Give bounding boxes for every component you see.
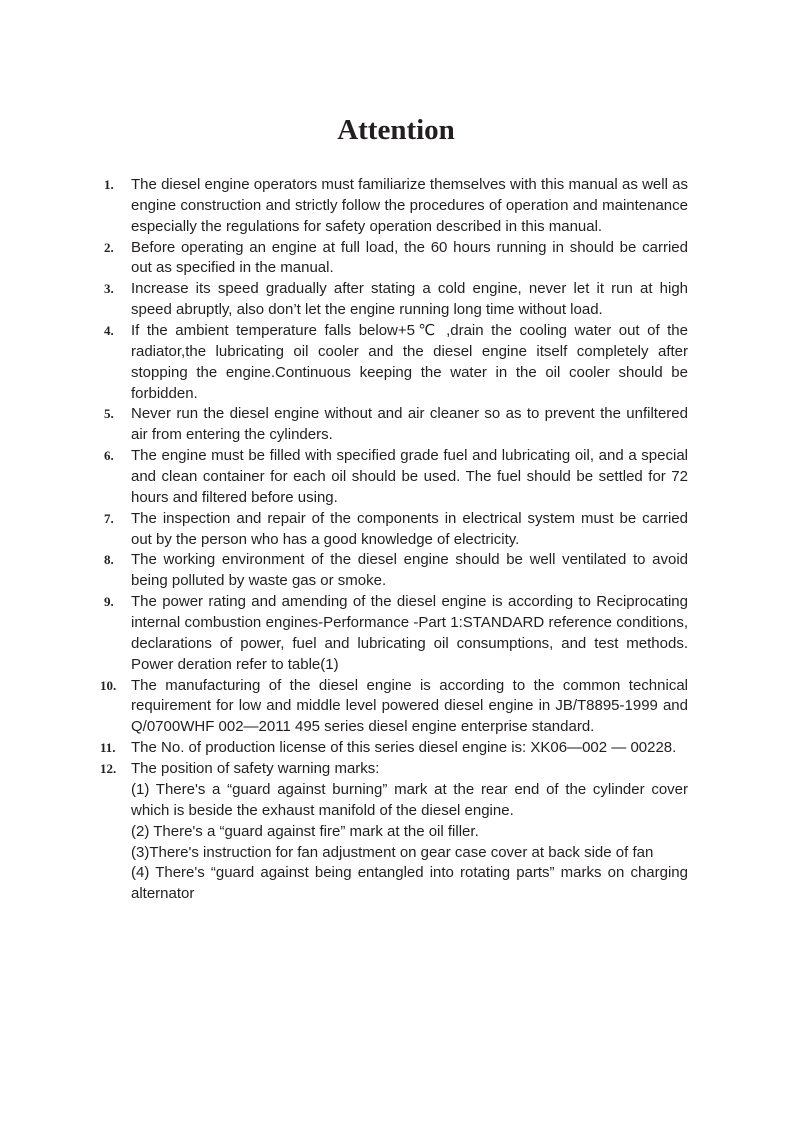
- list-item: [104, 279, 688, 321]
- sub-item: (3)There's instruction for fan adjustment on gear case cover at back side of fan: [131, 843, 654, 861]
- item-number: 2.: [104, 239, 114, 255]
- item-text: Before operating an engine at full load, the 60 hours running in should be carried out as specified in the manual.: [131, 238, 688, 277]
- item-text: The diesel engine operators must familiarize themselves with this manual as well as engine construction and strictly follow the procedures of operation and maintenance especially the regulations for safety operation described in this manual.: [131, 176, 688, 235]
- list-item: [100, 738, 688, 759]
- list-item: [104, 550, 688, 592]
- item-text: The power rating and amending of the diesel engine is according to Reciprocating internal combustion engines-Performance -Part 1:STANDARD reference conditions, declarations of power, fuel and lubricating oil consumptions, and test methods. Power deration refer to table(1): [131, 593, 688, 673]
- item-text: The No. of production license of this series diesel engine is: XK06—002 — 00228.: [131, 739, 677, 757]
- item-number: 6.: [104, 448, 114, 464]
- list-item: [104, 321, 688, 404]
- sub-item: (2) There's a “guard against fire” mark at the oil filler.: [131, 822, 479, 840]
- item-number: 5.: [104, 406, 114, 422]
- page-title: Attention: [337, 114, 455, 146]
- list-item: [104, 446, 688, 509]
- list-item: [104, 175, 688, 238]
- item-text: Increase its speed gradually after stating a cold engine, never let it run at high speed abruptly, also don’t let the engine running long time without load.: [131, 280, 688, 319]
- item-number: 11.: [100, 740, 116, 756]
- item-number: 1.: [104, 177, 114, 192]
- list-item: [104, 238, 688, 280]
- item-text: The position of safety warning marks:: [131, 760, 380, 778]
- item-text: If the ambient temperature falls below+5℃ ,drain the cooling water out of the radiator,the lubricating oil cooler and the diesel engine itself completely after stopping the engine.Continuous keeping the water in the oil cooler should be forbidden.: [131, 322, 688, 402]
- item-text: The inspection and repair of the components in electrical system must be carried out by the person who has a good knowledge of electricity.: [131, 509, 688, 548]
- item-number: 8.: [104, 552, 114, 568]
- list-item: [104, 509, 688, 551]
- item-number: 3.: [104, 281, 114, 297]
- item-number: 12.: [100, 761, 117, 777]
- item-number: 4.: [104, 323, 114, 339]
- item-text: The manufacturing of the diesel engine is according to the common technical requirement for low and middle level powered diesel engine in JB/T8895-1999 and Q/0700WHF 002—2011 495 series diesel engine enterprise standard.: [131, 676, 688, 736]
- item-text: Never run the diesel engine without and air cleaner so as to prevent the unfiltered air from entering the cylinders.: [131, 405, 688, 444]
- item-number: 10.: [100, 677, 117, 693]
- list-item: [100, 676, 688, 739]
- item-text: The engine must be filled with specified grade fuel and lubricating oil, and a special and clean container for each oil should be used. The fuel should be settled for 72 hours and filtered before using.: [131, 447, 688, 506]
- sub-item: (1) There's a “guard against burning” mark at the rear end of the cylinder cover which is beside the exhaust manifold of the diesel engine.: [131, 780, 688, 819]
- sub-item: (4) There's “guard against being entangled into rotating parts” marks on charging alternator: [131, 864, 688, 903]
- list-item: [104, 592, 688, 675]
- item-number: 7.: [104, 510, 114, 526]
- attention-list: [100, 175, 688, 905]
- list-item: [104, 404, 688, 446]
- item-text: The working environment of the diesel engine should be well ventilated to avoid being polluted by waste gas or smoke.: [131, 551, 688, 590]
- item-number: 9.: [104, 594, 114, 610]
- list-item: [100, 759, 688, 905]
